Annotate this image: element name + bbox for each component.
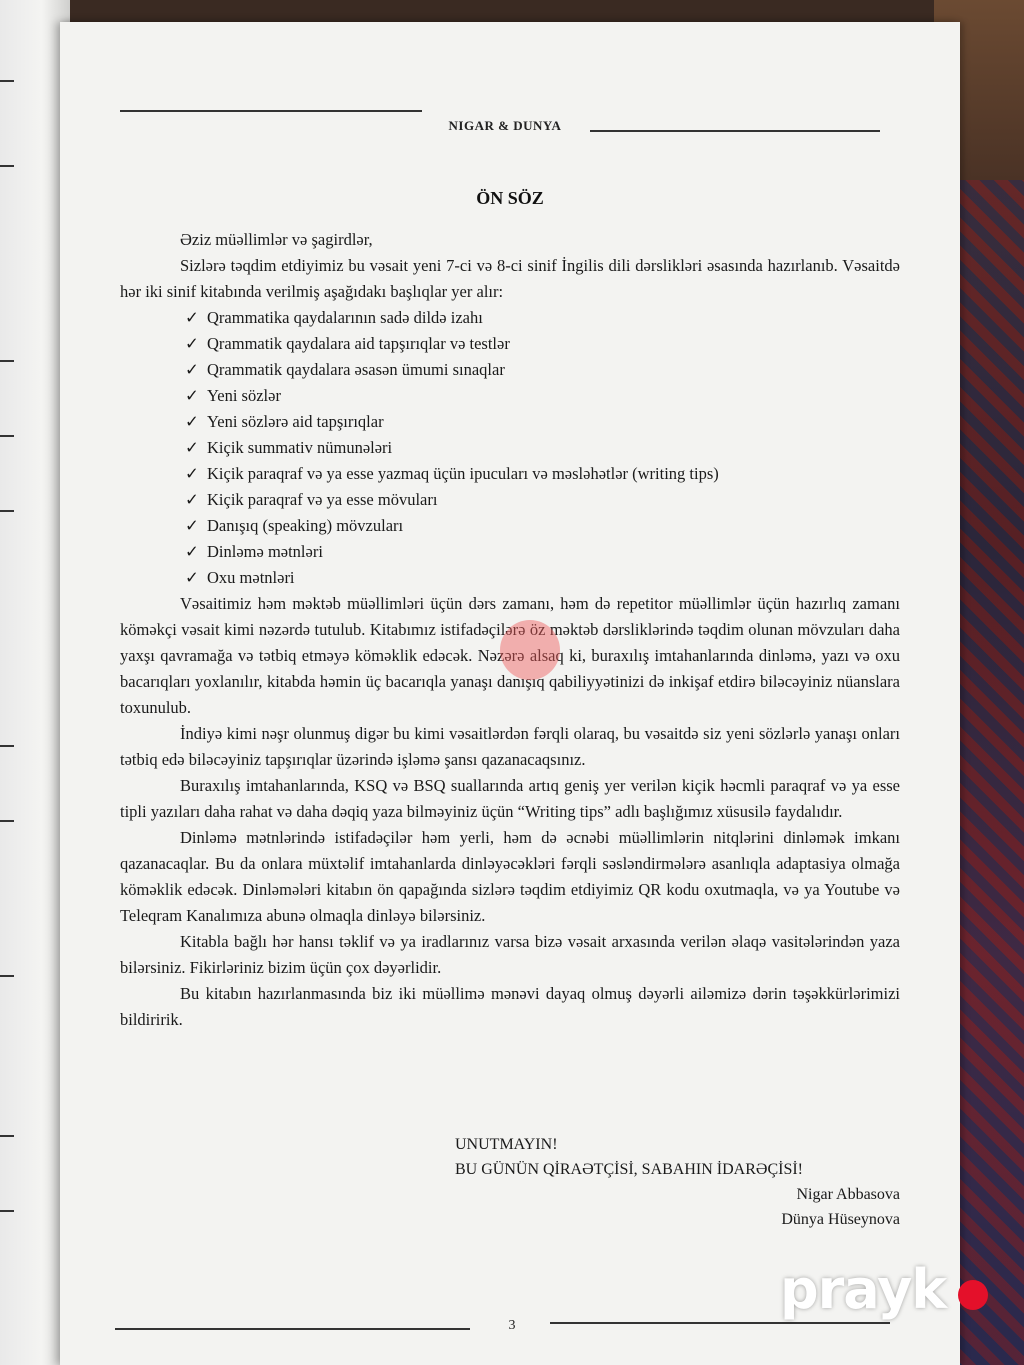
page-edge-mark: [0, 165, 14, 167]
checklist-item: [185, 461, 900, 487]
body-paragraph: Vəsaitimiz həm məktəb müəllimləri üçün dərs zamanı, həm də repetitor müəllimlər üçün hazırlıq zamanı köməkçi vəsait kimi nəzərdə tutulub. Kitabımız istifadəçilərə öz məktəb dərsliklərində təqdim olunan mövzuları daha yaxşı qavramağa və tətbiq etməyə köməklik edəcək. Nəzərə alsaq ki, buraxılış imtahanlarında dinləmə, yazı və oxu bacarıqları yoxlanılır, kitabda həmin üç bacarıqla yanaşı danışıq qabiliyyətinizi də inkişaf etdirə biləcəyiniz nüanslara toxunulub.: [120, 594, 900, 717]
intro-paragraph: Sizlərə təqdim etdiyimiz bu vəsait yeni 7-ci və 8-ci sinif İngilis dili dərslikləri əsasında hazırlanıb. Vəsaitdə hər iki sinif kitabında verilmiş aşağıdakı başlıqlar yer alır:: [120, 256, 900, 301]
checklist-item: [185, 435, 900, 461]
page-title: ÖN SÖZ: [476, 188, 544, 208]
check-icon: ✓: [185, 334, 199, 353]
header-rule-right: [590, 130, 880, 132]
checklist-item-label: Yeni sözlər: [207, 386, 281, 405]
check-icon: ✓: [185, 360, 199, 379]
book-page: [60, 22, 960, 1365]
page-edge-mark: [0, 435, 14, 437]
checklist-item-label: Kiçik paraqraf və ya esse yazmaq üçün ipucuları və məsləhətlər (writing tips): [207, 464, 719, 483]
header-rule-left: [120, 110, 422, 112]
checklist-item: [185, 487, 900, 513]
check-icon: ✓: [185, 568, 199, 587]
checklist-item: [185, 383, 900, 409]
closing-motto: BU GÜNÜN QİRAƏTÇİSİ, SABAHIN İDARƏÇİSİ!: [455, 1161, 803, 1178]
checklist-item-label: Oxu mətnləri: [207, 568, 295, 587]
checklist-item-label: Yeni sözlərə aid tapşırıqlar: [207, 412, 384, 431]
checklist-item-label: Kiçik summativ nümunələri: [207, 438, 393, 457]
check-icon: ✓: [185, 516, 199, 535]
checklist-item-label: Kiçik paraqraf və ya esse mövuları: [207, 490, 438, 509]
checklist-item: [185, 513, 900, 539]
check-icon: ✓: [185, 308, 199, 327]
page-edge-mark: [0, 745, 14, 747]
checklist-item: [185, 539, 900, 565]
page-edge-mark: [0, 510, 14, 512]
page-edge-mark: [0, 1135, 14, 1137]
closing-block: [455, 1132, 900, 1232]
author-name: Dünya Hüseynova: [781, 1211, 900, 1228]
topics-checklist: [120, 305, 900, 591]
body-paragraph: Dinləmə mətnlərində istifadəçilər həm yerli, həm də əcnəbi müəllimlərin nitqlərini dinləmək imkanı qazanacaqlar. Bu da onlara müxtəlif imtahanlarda dinləyəcəkləri fərqli səsləndirmələrə asanlıqla adaptasiya olmağa köməklik edəcək. Dinləmələri kitabın ön qapağında sizlərə təqdim etdiyimiz QR kodu oxutmaqla, və ya Youtube və Teleqram Kanalımıza abunə olmaqla dinləyə bilərsiniz.: [120, 828, 900, 925]
watermark-text: prayk: [780, 1258, 947, 1321]
body-paragraph: Buraxılış imtahanlarında, KSQ və BSQ suallarında artıq geniş yer verilən kiçik həcmli paraqraf və ya esse tipli yazıları daha rahat və daha dəqiq yaza bilməyiniz üçün “Writing tips” adlı başlığımız xüsusilə faydalıdır.: [120, 776, 900, 821]
checklist-item: [185, 409, 900, 435]
check-icon: ✓: [185, 386, 199, 405]
checklist-item-label: Danışıq (speaking) mövzuları: [207, 516, 404, 535]
checklist-item: [185, 305, 900, 331]
checklist-item: [185, 357, 900, 383]
check-icon: ✓: [185, 464, 199, 483]
red-tap-indicator: [500, 620, 560, 680]
check-icon: ✓: [185, 542, 199, 561]
checklist-item: [185, 565, 900, 591]
check-icon: ✓: [185, 412, 199, 431]
checklist-item-label: Qrammatik qaydalara əsasən ümumi sınaqlar: [207, 360, 505, 379]
watermark-dot: [958, 1280, 988, 1310]
page-edge-mark: [0, 360, 14, 362]
checklist-item-label: Dinləmə mətnləri: [207, 542, 323, 561]
body-paragraph: İndiyə kimi nəşr olunmuş digər bu kimi vəsaitlərdən fərqli olaraq, bu vəsaitdə siz yeni sözlərlə yanaşı onları tətbiq edə biləcəyiniz tapşırıqlar üzərində işləmə şansı qazanacaqsınız.: [120, 724, 900, 769]
page-edge-mark: [0, 80, 14, 82]
check-icon: ✓: [185, 438, 199, 457]
page-number: 3: [508, 1318, 516, 1333]
watermark-logo: [780, 1258, 1010, 1328]
page-edge-mark: [0, 975, 14, 977]
author-name: Nigar Abbasova: [796, 1186, 900, 1203]
running-head: NIGAR & DUNYA: [448, 118, 562, 133]
page-edge-mark: [0, 820, 14, 822]
checklist-item: [185, 331, 900, 357]
body-paragraph: Bu kitabın hazırlanmasında biz iki müəllimə mənəvi dayaq olmuş dəyərli ailəmizə dərin təşəkkürlərimizi bildiririk.: [120, 984, 900, 1029]
checklist-item-label: Qrammatika qaydalarının sadə dildə izahı: [207, 308, 483, 327]
checklist-item-label: Qrammatik qaydalara aid tapşırıqlar və testlər: [207, 334, 510, 353]
page-edge-mark: [0, 1210, 14, 1212]
salutation: Əziz müəllimlər və şagirdlər,: [180, 230, 373, 249]
check-icon: ✓: [185, 490, 199, 509]
footer-rule-left: [115, 1328, 470, 1330]
closing-line-1: UNUTMAYIN!: [455, 1136, 558, 1153]
body-paragraph: Kitabla bağlı hər hansı təklif və ya iradlarınız varsa bizə vəsait arxasında verilən əlaqə vasitələrindən yaza bilərsiniz. Fikirləriniz bizim üçün çox dəyərlidir.: [120, 932, 900, 977]
